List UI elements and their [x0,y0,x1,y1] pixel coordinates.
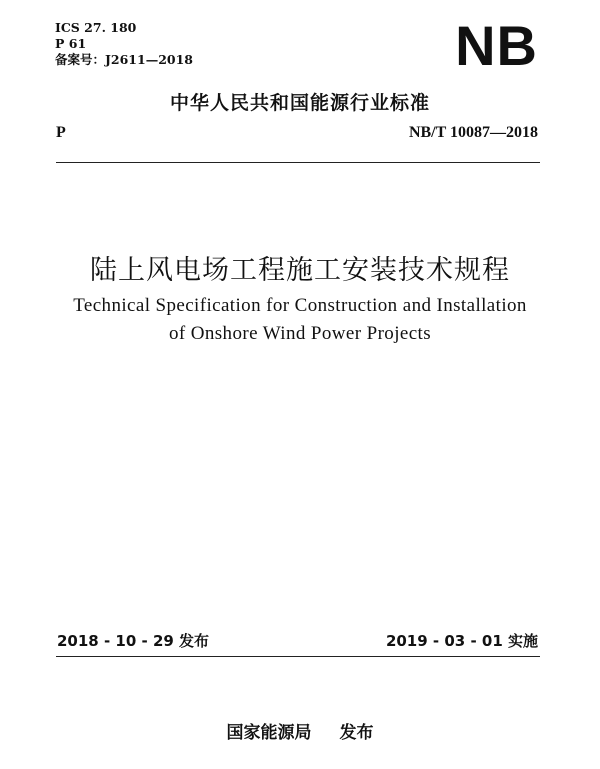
document-title-en-line1: Technical Specification for Construction and Installation [73,295,527,316]
nb-logo: NB [455,14,538,77]
header-divider [56,162,540,163]
issuer-action: 发布 [339,723,374,743]
document-title-cn: 陆上风电场工程施工安装技术规程 [90,255,510,286]
standard-number: NB/T 10087—2018 [408,124,538,141]
ics-code: ICS 27. 180 [55,20,137,35]
issue-date: 2018 - 10 - 29 发布 [57,632,210,650]
issuer [0,718,600,743]
footer-divider [56,656,540,657]
classification-code: P [56,124,66,141]
issuer-name: 国家能源局 [226,723,312,743]
document-title-en-line2: of Onshore Wind Power Projects [168,323,432,344]
effective-date: 2019 - 03 - 01 实施 [385,632,538,650]
ccs-code: P 61 [55,36,87,51]
filing-number: 备案号：J2611—2018 [55,52,193,67]
industry-standard-title: 中华人民共和国能源行业标准 [169,92,430,114]
